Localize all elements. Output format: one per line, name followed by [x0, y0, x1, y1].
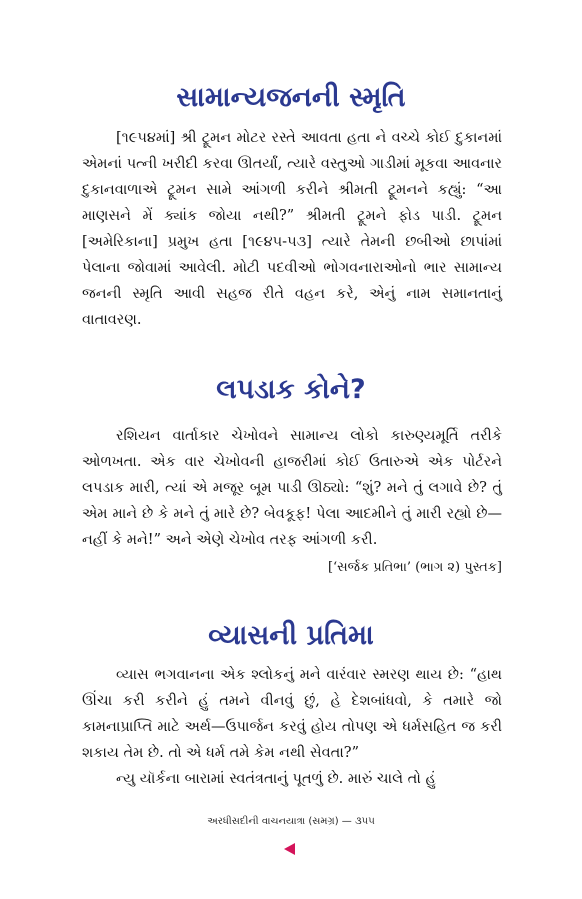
section-title: લપડાક કોને? [216, 374, 366, 405]
paragraph: [૧૯૫૪માં] શ્રી ટ્રૂમન મોટર રસ્તે આવતા હતા ને વચ્ચે કોઈ દુકાનમાં એમનાં પત્ની ખરીદી કરવા ઊતર્યાં, ત્યારે વસ્તુઓ ગાડીમાં મૂકવા આવનાર દુકાનવાળાએ ટ્રૂમન સામે આંગળી કરીને શ્રીમતી ટ્રૂમનને કહ્યું: “આ માણસને મેં ક્યાંક જોયા નથી?” શ્રીમતી ટ્રૂમને ફોડ પાડી. ટ્રૂમન [અમેરિકાના] પ્રમુખ હતા [૧૯૪૫-૫૩] ત્યારે તેમની છબીઓ છાપાંમાં પેલાના જોવામાં આવેલી. મોટી પદવીઓ ભોગવનારાઓનો ભાર સામાન્ય જનની સ્મૃતિ આવી સહજ રીતે વહન કરે, એનું નામ સમાનતાનું વાતાવરણ. [82, 130, 502, 328]
paragraph: વ્યાસ ભગવાનના એક શ્લોકનું મને વારંવાર સ્મરણ થાય છે: “હાથ ઊંચા કરી કરીને હું તમને વીનવું છું, હે દેશબાંધવો, કે તમારે જો કામનાપ્રાપ્તિ માટે અર્થ—ઉપાર્જન કરવું હોય તોપણ એ ધર્મસહિત જ કરી શકાય તેમ છે. તો એ ધર્મ તમે કેમ નથી સેવતા?” [82, 667, 502, 761]
previous-page-arrow-icon[interactable] [284, 843, 295, 855]
section-title: સામાન્યજનની સ્મૃતિ [176, 82, 406, 113]
section-title: વ્યાસની પ્રતિમા [208, 620, 374, 651]
paragraph: ન્યુ યૉર્કના બારામાં સ્વતંત્રતાનું પૂતળું છે. મારું ચાલે તો હું [116, 771, 436, 787]
source-citation: [‘સર્જક પ્રતિભા’ (ભાગ ૨) પુસ્તક] [327, 560, 502, 575]
paragraph: રશિયન વાર્તાકાર ચેખોવને સામાન્ય લોકો કારુણ્યમૂર્તિ તરીકે ઓળખતા. એક વાર ચેખોવની હાજરીમાં કોઈ ઉતારુએ એક પોર્ટરને લપડાક મારી, ત્યાં એ મજૂર બૂમ પાડી ઊઠ્યો: “શું? મને તું લગાવે છે? તું એમ માને છે કે મને તું મારે છે? બેવકૂફ! પેલા આદમીને તું મારી રહ્યો છે—નહીં કે મને!” અને એણે ચેખોવ તરફ આંગળી કરી. [82, 428, 502, 548]
page-footer: અરધીસદીની વાચનયાત્રા (સમગ્ર) — ૩૫૫ [207, 816, 375, 827]
